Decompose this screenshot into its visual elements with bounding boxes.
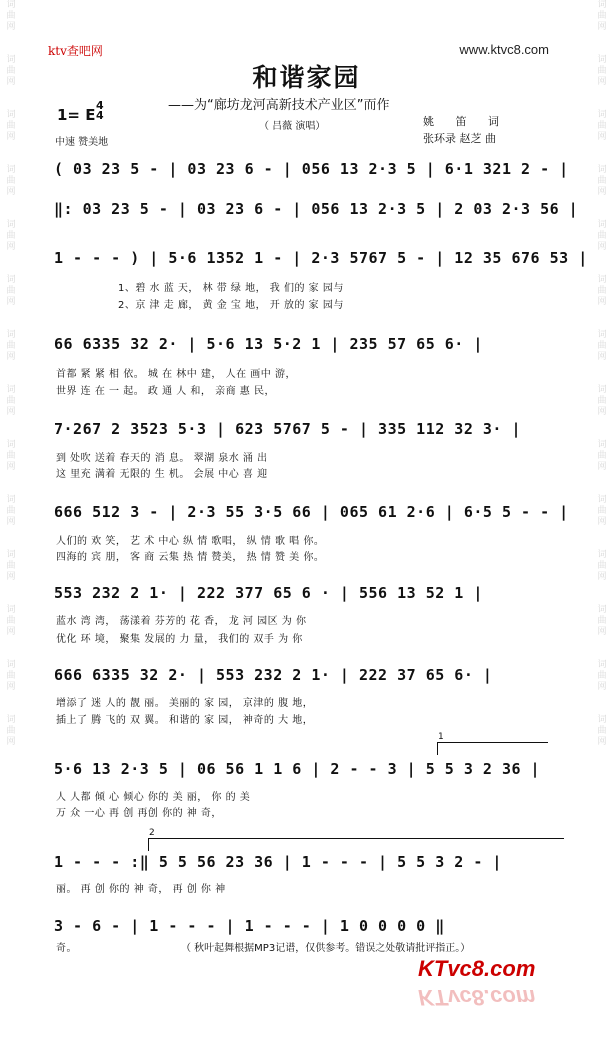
lyric-line: 插上了 腾 飞的 双 翼。 和谐的 家 园， 神奇的 大 地， [56, 715, 314, 726]
lyric-line: 世界 连 在 一 起。 政 通 人 和， 亲商 惠 民， [56, 386, 275, 397]
watermark-mark: 词 曲 网 [6, 165, 16, 197]
lyric-line: 这 里充 满着 无限的 生 机。 会展 中心 喜 迎 [56, 469, 268, 480]
lyric-line: 2、京 津 走 廊， 黄 金 宝 地， 开 放的 家 园与 [118, 300, 344, 311]
time-signature [96, 101, 104, 121]
lyric-line: 蓝水 湾 湾， 荡漾着 芬芳的 花 香， 龙 河 园区 为 你 [56, 616, 307, 627]
staff-line: 1 - - - :‖ 5 5 56 23 36 | 1 - - - | 5 5 3 2 - | [54, 853, 502, 871]
time-signature-bottom: 4 [96, 109, 104, 122]
watermark-mark: 词 曲 网 [6, 55, 16, 87]
lyric-line: 人们的 欢 笑， 艺 术 中心 纵 情 歌唱， 纵 情 歌 唱 你。 [56, 536, 325, 547]
watermark-mark: 词 曲 网 [6, 0, 16, 32]
watermark-mark: 词 曲 网 [6, 440, 16, 472]
staff-line: 5·6 13 2·3 5 | 06 56 1 1 6 | 2 - - 3 | 5 5 3 2 36 | [54, 760, 541, 778]
watermark-mark: 词 曲 网 [597, 330, 607, 362]
watermark-mark: 词 曲 网 [6, 275, 16, 307]
volta-2-label: 2 [149, 828, 155, 838]
lyric-line: 增添了 迷 人的 靓 丽。 美丽的 家 园， 京津的 腹 地， [56, 698, 314, 709]
song-title: 和谐家园 [252, 63, 361, 92]
volta-1-label: 1 [438, 732, 444, 742]
ktvc8-logo-reflection: KTvc8.com [418, 985, 536, 1010]
left-watermark [2, 0, 20, 1040]
lyric-line: 首都 紧 紧 相 依。 城 在 林中 建， 人在 画中 游， [56, 369, 296, 380]
watermark-mark: 词 曲 网 [597, 385, 607, 417]
right-watermark [593, 0, 611, 1040]
lyric-line: 人 人都 倾 心 倾心 你的 美 丽， 你 的 美 [56, 792, 251, 803]
staff-line: 66 6335 32 2· | 5·6 13 5·2 1 | 235 57 65 6· | [54, 335, 483, 353]
watermark-mark: 词 曲 网 [597, 660, 607, 692]
staff-line: 666 6335 32 2· | 553 232 2 1· | 222 37 65 6· | [54, 666, 493, 684]
watermark-mark: 词 曲 网 [6, 660, 16, 692]
staff-line: 3 - 6 - | 1 - - - | 1 - - - | 1 0 0 0 0 ‖ [54, 917, 445, 935]
staff-line: 1 - - - ) | 5·6 1352 1 - | 2·3 5767 5 - | 12 35 676 53 | [54, 249, 588, 267]
lyric-line: 优化 环 境， 聚集 发展的 力 量， 我们的 双手 为 你 [56, 634, 303, 645]
watermark-mark: 词 曲 网 [6, 110, 16, 142]
staff-line: 666 512 3 - | 2·3 55 3·5 66 | 065 61 2·6 | 6·5 5 - - | [54, 503, 569, 521]
song-subtitle: ——为“廊坊龙河高新技术产业区”而作 [168, 98, 390, 113]
watermark-mark: 词 曲 网 [6, 495, 16, 527]
watermark-mark: 词 曲 网 [597, 275, 607, 307]
watermark-mark: 词 曲 网 [597, 440, 607, 472]
key-signature: 1= E [57, 106, 96, 124]
time-signature-top: 4 [96, 99, 104, 112]
lyricist-credit: 姚 笛 词 [423, 115, 499, 128]
lyric-line: 四海的 宾 朋， 客 商 云集 热 情 赞美， 热 情 赞 美 你。 [56, 552, 325, 563]
watermark-mark: 词 曲 网 [6, 330, 16, 362]
watermark-mark: 词 曲 网 [597, 605, 607, 637]
watermark-mark: 词 曲 网 [6, 715, 16, 747]
site-url: www.ktvc8.com [459, 42, 549, 57]
lyric-line: 到 处吹 送着 春天的 消 息。 翠湖 泉水 涌 出 [56, 453, 268, 464]
watermark-mark: 词 曲 网 [597, 715, 607, 747]
staff-line: ‖: 03 23 5 - | 03 23 6 - | 056 13 2·3 5 | 2 03 2·3 56 | [54, 200, 579, 218]
site-name-left: ktv查吧网 [48, 44, 103, 58]
lyric-line: 万 众 一心 再 创 再创 你的 神 奇， [56, 808, 222, 819]
watermark-mark: 词 曲 网 [597, 165, 607, 197]
staff-line: 7·267 2 3523 5·3 | 623 5767 5 - | 335 112 32 3· | [54, 420, 522, 438]
volta-2-bracket [148, 828, 564, 851]
watermark-mark: 词 曲 网 [597, 550, 607, 582]
watermark-mark: 词 曲 网 [6, 385, 16, 417]
volta-1-bracket [437, 732, 548, 755]
watermark-mark: 词 曲 网 [597, 0, 607, 32]
composer-credit: 张环录 赵芝 曲 [423, 132, 496, 145]
staff-line: ( 03 23 5 - | 03 23 6 - | 056 13 2·3 5 | 6·1 321 2 - | [54, 160, 569, 178]
staff-line: 553 232 2 1· | 222 377 65 6 · | 556 13 52 1 | [54, 584, 483, 602]
watermark-mark: 词 曲 网 [6, 220, 16, 252]
ktvc8-logo: KTvc8.com [418, 956, 536, 981]
transcription-note: （ 秋叶起舞根据MP3记谱，仅供参考。错误之处敬请批评指正。） [181, 943, 471, 954]
watermark-mark: 词 曲 网 [597, 220, 607, 252]
watermark-mark: 词 曲 网 [597, 495, 607, 527]
watermark-mark: 词 曲 网 [6, 605, 16, 637]
watermark-mark: 词 曲 网 [597, 55, 607, 87]
tempo-marking: 中速 赞美地 [55, 137, 109, 148]
watermark-mark: 词 曲 网 [6, 550, 16, 582]
watermark-mark: 词 曲 网 [597, 110, 607, 142]
lyric-line: 丽。 再 创 你的 神 奇， 再 创 你 神 [56, 884, 226, 895]
lyric-line: 1、碧 水 蓝 天， 林 带 绿 地， 我 们的 家 园与 [118, 283, 344, 294]
singer-credit: （ 吕薇 演唱） [259, 121, 326, 132]
lyric-line: 奇。 [56, 943, 77, 954]
